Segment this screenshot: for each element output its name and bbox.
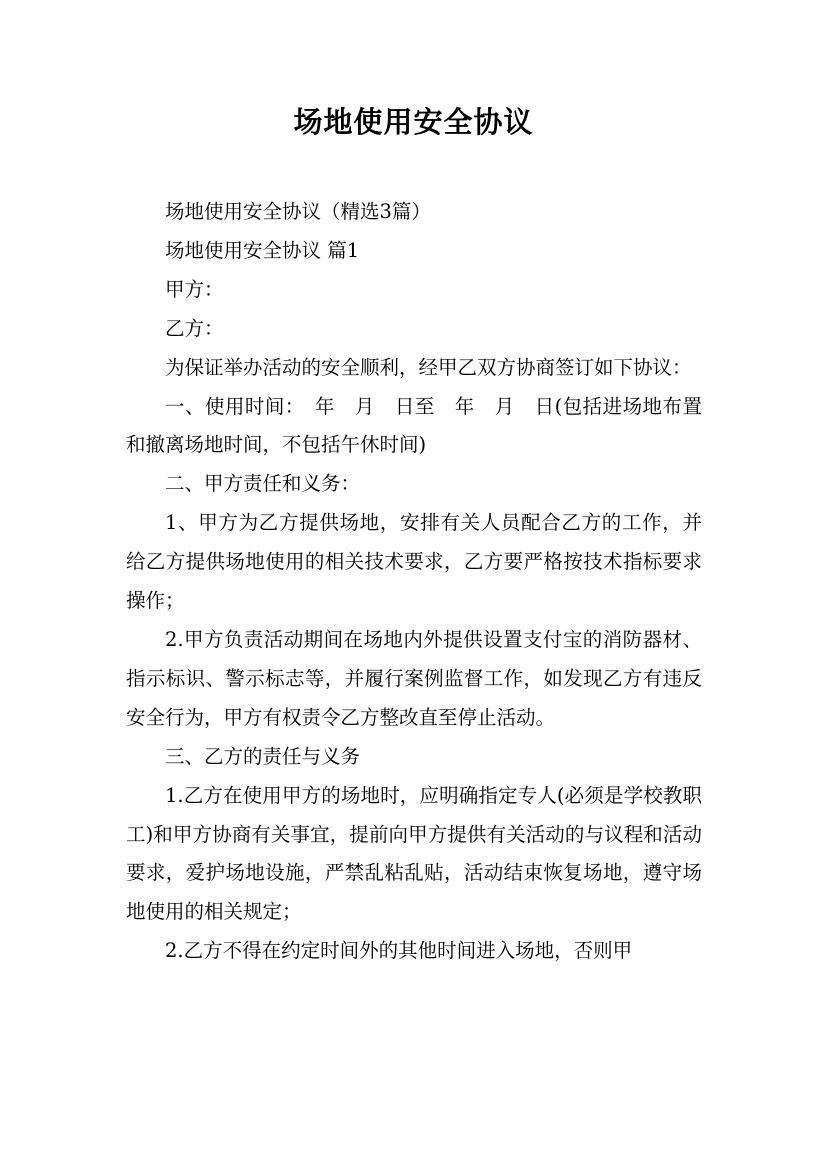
paragraph-party-b: 乙方：	[165, 316, 224, 340]
paragraph-subtitle: 场地使用安全协议（精选3篇）	[165, 200, 431, 223]
paragraph-party-a-duty-1: 1、甲方为乙方提供场地，安排有关人员配合乙方的工作，并给乙方提供场地使用的相关技术要求，乙方要严格按技术指标要求操作；	[126, 511, 702, 613]
paragraph-party-a-duty-2: 2.甲方负责活动期间在场地内外提供设置支付宝的消防器材、指示标识、警示标志等，并履行案例监督工作，如发现乙方有违反安全行为，甲方有权责令乙方整改直至停止活动。	[126, 627, 702, 729]
paragraph-intro: 为保证举办活动的安全顺利，经甲乙双方协商签订如下协议：	[165, 355, 692, 379]
paragraph-party-b-duty-1: 1.乙方在使用甲方的场地时，应明确指定专人(必须是学校教职工)和甲方协商有关事宜，提前向甲方提供有关活动的与议程和活动要求，爱护场地设施，严禁乱粘乱贴，活动结束恢复场地，遵守场地使用的相关规定；	[126, 783, 702, 924]
paragraph-party-a: 甲方：	[165, 277, 224, 301]
document-body	[126, 193, 702, 971]
paragraph-party-b-duty-2: 2.乙方不得在约定时间外的其他时间进入场地，否则甲	[165, 939, 633, 963]
paragraph-section-heading: 场地使用安全协议 篇1	[165, 238, 360, 262]
paragraph-party-a-duties-heading: 二、甲方责任和义务：	[165, 472, 361, 496]
paragraph-party-b-duties-heading: 三、乙方的责任与义务	[165, 744, 361, 768]
paragraph-usage-time: 一、使用时间： 年 月 日至 年 月 日(包括进场地布置和撤离场地时间，不包括午休时间)	[126, 394, 702, 457]
document-title: 场地使用安全协议	[293, 105, 534, 139]
